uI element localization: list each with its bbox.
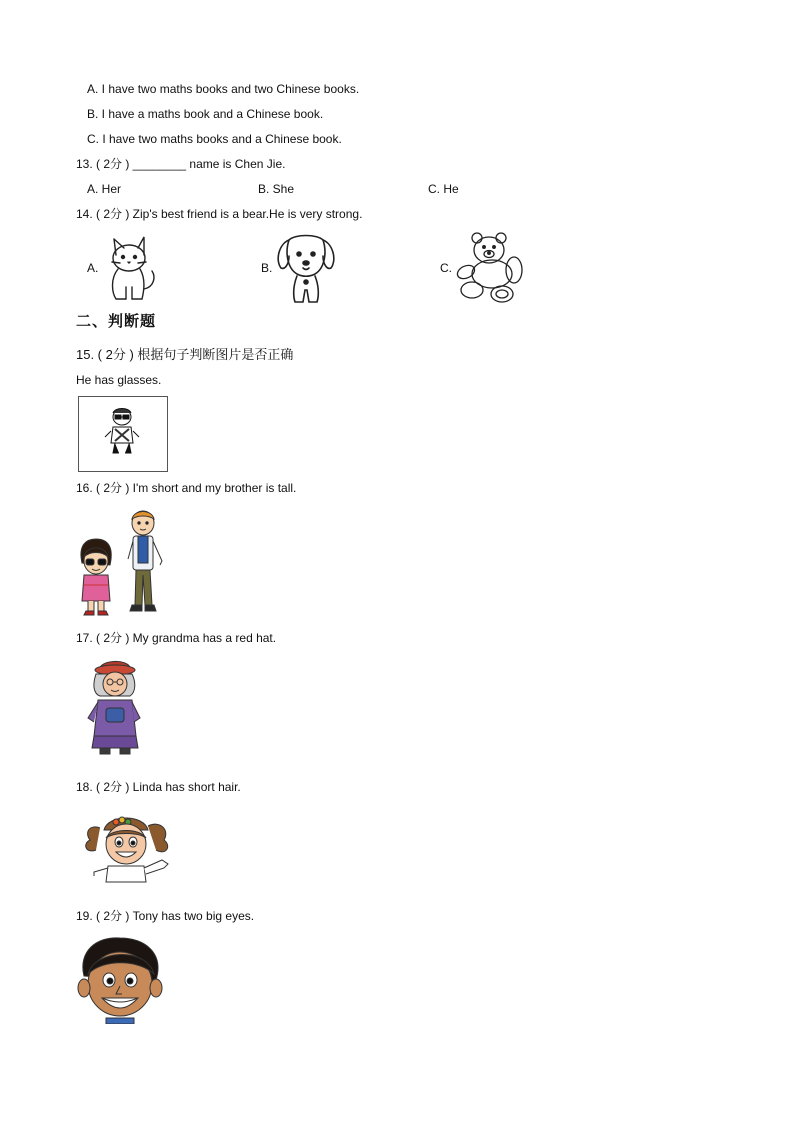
q13-stem: 13. ( 2分 ) ________ name is Chen Jie. <box>76 157 286 171</box>
section-heading: 二、判断题 <box>76 313 157 330</box>
q18-stem: 18. ( 2分 ) Linda has short hair. <box>76 780 241 794</box>
q12-option-a: A. I have two maths books and two Chinese books. <box>87 82 360 96</box>
q13-option-b: B. She <box>258 182 295 196</box>
q14-option-a-label: A. <box>87 261 99 275</box>
short-girl-tall-brother-image <box>76 505 172 617</box>
q15-stem: 15. ( 2分 ) 根据句子判断图片是否正确 <box>76 347 294 362</box>
q13-option-c: C. He <box>428 182 459 196</box>
q17-stem: 17. ( 2分 ) My grandma has a red hat. <box>76 631 277 645</box>
boy-with-glasses-image <box>78 396 168 472</box>
teddy-bear-image <box>454 230 524 304</box>
q14-option-c-label: C. <box>440 261 452 275</box>
q14-stem: 14. ( 2分 ) Zip's best friend is a bear.He is very strong. <box>76 207 363 221</box>
dog-image <box>275 230 337 306</box>
q16-stem: 16. ( 2分 ) I'm short and my brother is tall. <box>76 481 297 495</box>
tony-image <box>76 936 164 1024</box>
q19-stem: 19. ( 2分 ) Tony has two big eyes. <box>76 909 255 923</box>
q13-option-a: A. Her <box>87 182 122 196</box>
q15-sentence: He has glasses. <box>76 373 162 387</box>
cat-image <box>100 231 158 303</box>
grandma-red-hat-image <box>84 656 146 760</box>
q12-option-c: C. I have two maths books and a Chinese book. <box>87 132 342 146</box>
linda-image <box>82 810 172 886</box>
q14-option-b-label: B. <box>261 261 273 275</box>
q12-option-b: B. I have a maths book and a Chinese book. <box>87 107 324 121</box>
